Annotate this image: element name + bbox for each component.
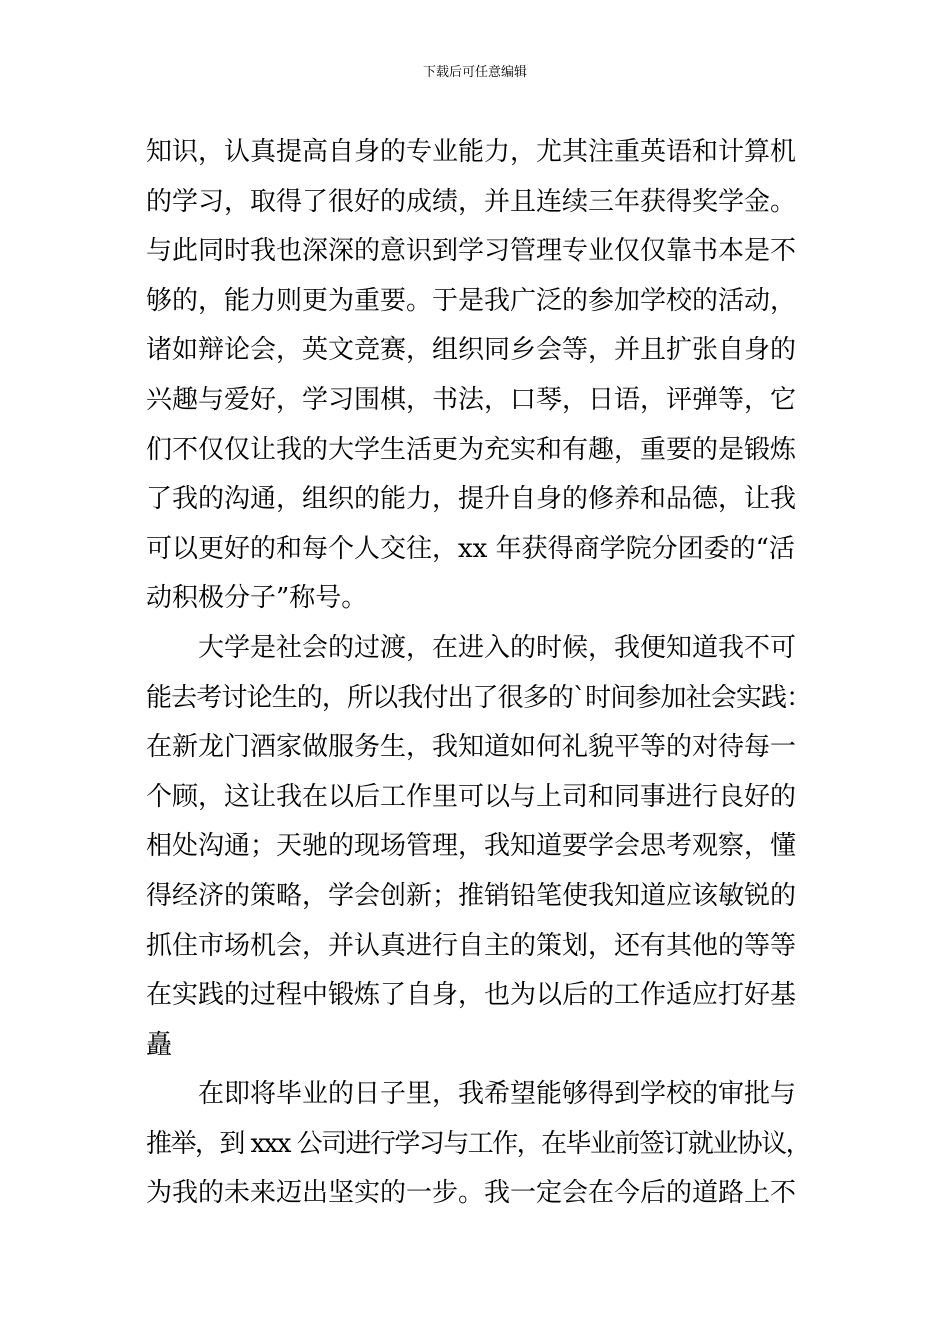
text-line: 在即将毕业的日子里，我希望能够得到学校的审批与 [146,1079,797,1110]
text-line: 能去考讨论生的，所以我付出了很多的`时间参加社会实践： [146,682,812,713]
text-line: 在实践的过程中锻炼了自身，也为以后的工作适应打好基 [146,980,797,1011]
text-line: 动积极分子”称号。 [146,583,368,614]
text-line: 个顾，这让我在以后工作里可以与上司和同事进行良好的 [146,781,797,812]
text-line: 大学是社会的过渡，在进入的时候，我便知道我不可 [146,632,797,663]
text-line: 矗 [146,1029,173,1060]
text-line: 为我的未来迈出坚实的一步。我一定会在今后的道路上不 [146,1178,797,1209]
text-line: 得经济的策略，学会创新；推销铅笔使我知道应该敏锐的 [146,880,797,911]
text-line: 的学习，取得了很好的成绩，并且连续三年获得奖学金。 [146,186,797,217]
text-line: 了我的沟通，组织的能力，提升自身的修养和品德，让我 [146,484,797,515]
text-line: 推举，到 xxx 公司进行学习与工作，在毕业前签订就业协议， [146,1128,811,1159]
text-line: 们不仅仅让我的大学生活更为充实和有趣，重要的是锻炼 [146,434,797,465]
document-body [146,128,812,1219]
page-header: 下载后可任意编辑 [422,65,527,80]
text-line: 诸如辩论会，英文竞赛，组织同乡会等，并且扩张自身的 [146,335,797,366]
text-line: 抓住市场机会，并认真进行自主的策划，还有其他的等等 [146,930,797,961]
text-line: 够的，能力则更为重要。于是我广泛的参加学校的活动， [146,285,797,316]
text-line: 知识，认真提高自身的专业能力，尤其注重英语和计算机 [146,137,797,167]
text-line: 与此同时我也深深的意识到学习管理专业仅仅靠书本是不 [146,236,797,267]
text-line: 兴趣与爱好，学习围棋，书法，口琴，日语，评弹等，它 [146,384,797,415]
text-line: 在新龙门酒家做服务生，我知道如何礼貌平等的对待每一 [146,732,797,763]
text-line: 相处沟通；天驰的现场管理，我知道要学会思考观察，懂 [146,831,797,862]
text-line: 可以更好的和每个人交往，xx 年获得商学院分团委的“活 [146,533,795,564]
